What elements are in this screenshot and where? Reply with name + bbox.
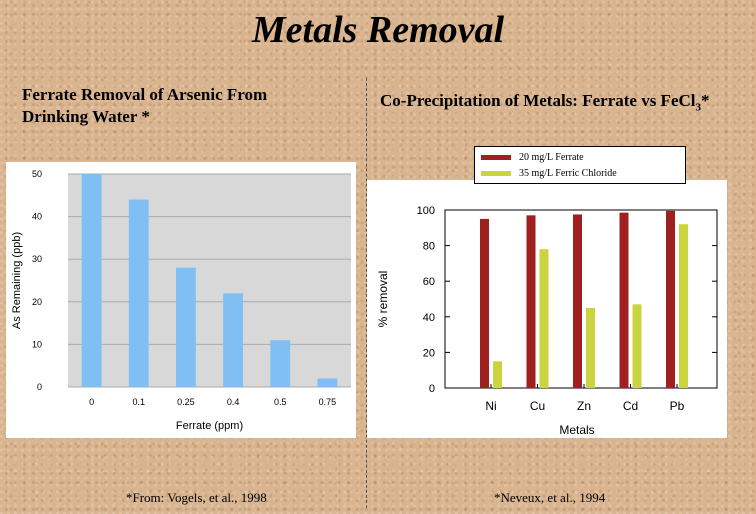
- bar-ferric: [540, 249, 549, 388]
- legend-swatch-ferrate: [481, 155, 511, 160]
- left-citation: *From: Vogels, et al., 1998: [126, 490, 267, 505]
- x-tick-label: 0.1: [132, 397, 146, 407]
- bar: [270, 340, 290, 387]
- right-subtitle-tail: *: [701, 91, 710, 110]
- left-subtitle-line1: Ferrate Removal of Arsenic From: [22, 85, 268, 104]
- left-subtitle-line2: Drinking Water *: [22, 107, 150, 126]
- metals-legend: [474, 146, 686, 184]
- bar: [129, 200, 149, 387]
- legend-label-ferric: 35 mg/L Ferric Chloride: [519, 168, 617, 179]
- legend-item-ferrate: [481, 152, 584, 163]
- y-tick-label: 100: [416, 205, 435, 217]
- y-tick-label: 40: [422, 311, 435, 324]
- bar-ferric: [633, 304, 642, 388]
- x-tick-label: 0.5: [273, 397, 287, 407]
- y-tick-label: 60: [422, 276, 435, 289]
- x-tick-label: 0.25: [177, 397, 195, 407]
- right-subtitle: [380, 90, 710, 118]
- y-tick-label: 0: [36, 382, 42, 392]
- x-tick-label: 0.4: [226, 397, 240, 407]
- legend-label-ferrate: 20 mg/L Ferrate: [519, 152, 584, 163]
- arsenic-chart-panel: [6, 162, 356, 438]
- x-tick-label: Cd: [622, 399, 639, 413]
- x-tick-label: Cu: [529, 399, 546, 413]
- y-axis-label: % removal: [376, 270, 390, 328]
- x-axis-label: Ferrate (ppm): [175, 420, 244, 432]
- y-tick-label: 30: [31, 254, 42, 265]
- x-tick-label: Zn: [576, 399, 592, 413]
- bar-ferrate: [620, 213, 629, 388]
- y-tick-label: 40: [31, 211, 42, 222]
- bar: [223, 293, 243, 387]
- bar: [176, 268, 196, 387]
- right-subtitle-main: Co-Precipitation of Metals: Ferrate vs FeCl: [380, 91, 696, 110]
- y-tick-label: 0: [428, 383, 435, 395]
- y-tick-label: 50: [31, 169, 42, 179]
- y-tick-label: 80: [422, 240, 435, 253]
- legend-swatch-ferric: [481, 171, 511, 176]
- bar-ferric: [493, 361, 502, 388]
- bar-ferrate: [666, 211, 675, 388]
- arsenic-chart: [6, 162, 356, 438]
- bar-ferrate: [573, 214, 582, 388]
- right-citation: *Neveux, et al., 1994: [494, 490, 606, 505]
- bar-ferrate: [527, 215, 536, 388]
- metals-chart: [367, 180, 727, 438]
- plot-area: [68, 174, 351, 387]
- bar: [318, 378, 338, 387]
- bar: [82, 174, 102, 387]
- y-axis-label: As Remaining (ppb): [11, 231, 23, 330]
- y-tick-label: 10: [31, 339, 42, 350]
- y-tick-label: 20: [31, 296, 42, 307]
- bar-ferrate: [480, 219, 489, 388]
- x-tick-label: Pb: [669, 399, 685, 413]
- legend-item-ferric: [481, 168, 617, 179]
- x-axis-label: Metals: [559, 423, 595, 437]
- y-tick-label: 20: [422, 347, 435, 360]
- x-tick-label: Ni: [485, 399, 497, 413]
- x-tick-label: 0: [89, 397, 95, 407]
- bar-ferric: [586, 308, 595, 388]
- left-subtitle: [22, 84, 267, 128]
- x-tick-label: 0.75: [318, 397, 337, 407]
- right-subtitle-subscript: 3: [695, 101, 701, 114]
- bar-ferric: [679, 224, 688, 388]
- metals-chart-panel: [367, 180, 727, 438]
- slide-title: Metals Removal: [251, 9, 505, 51]
